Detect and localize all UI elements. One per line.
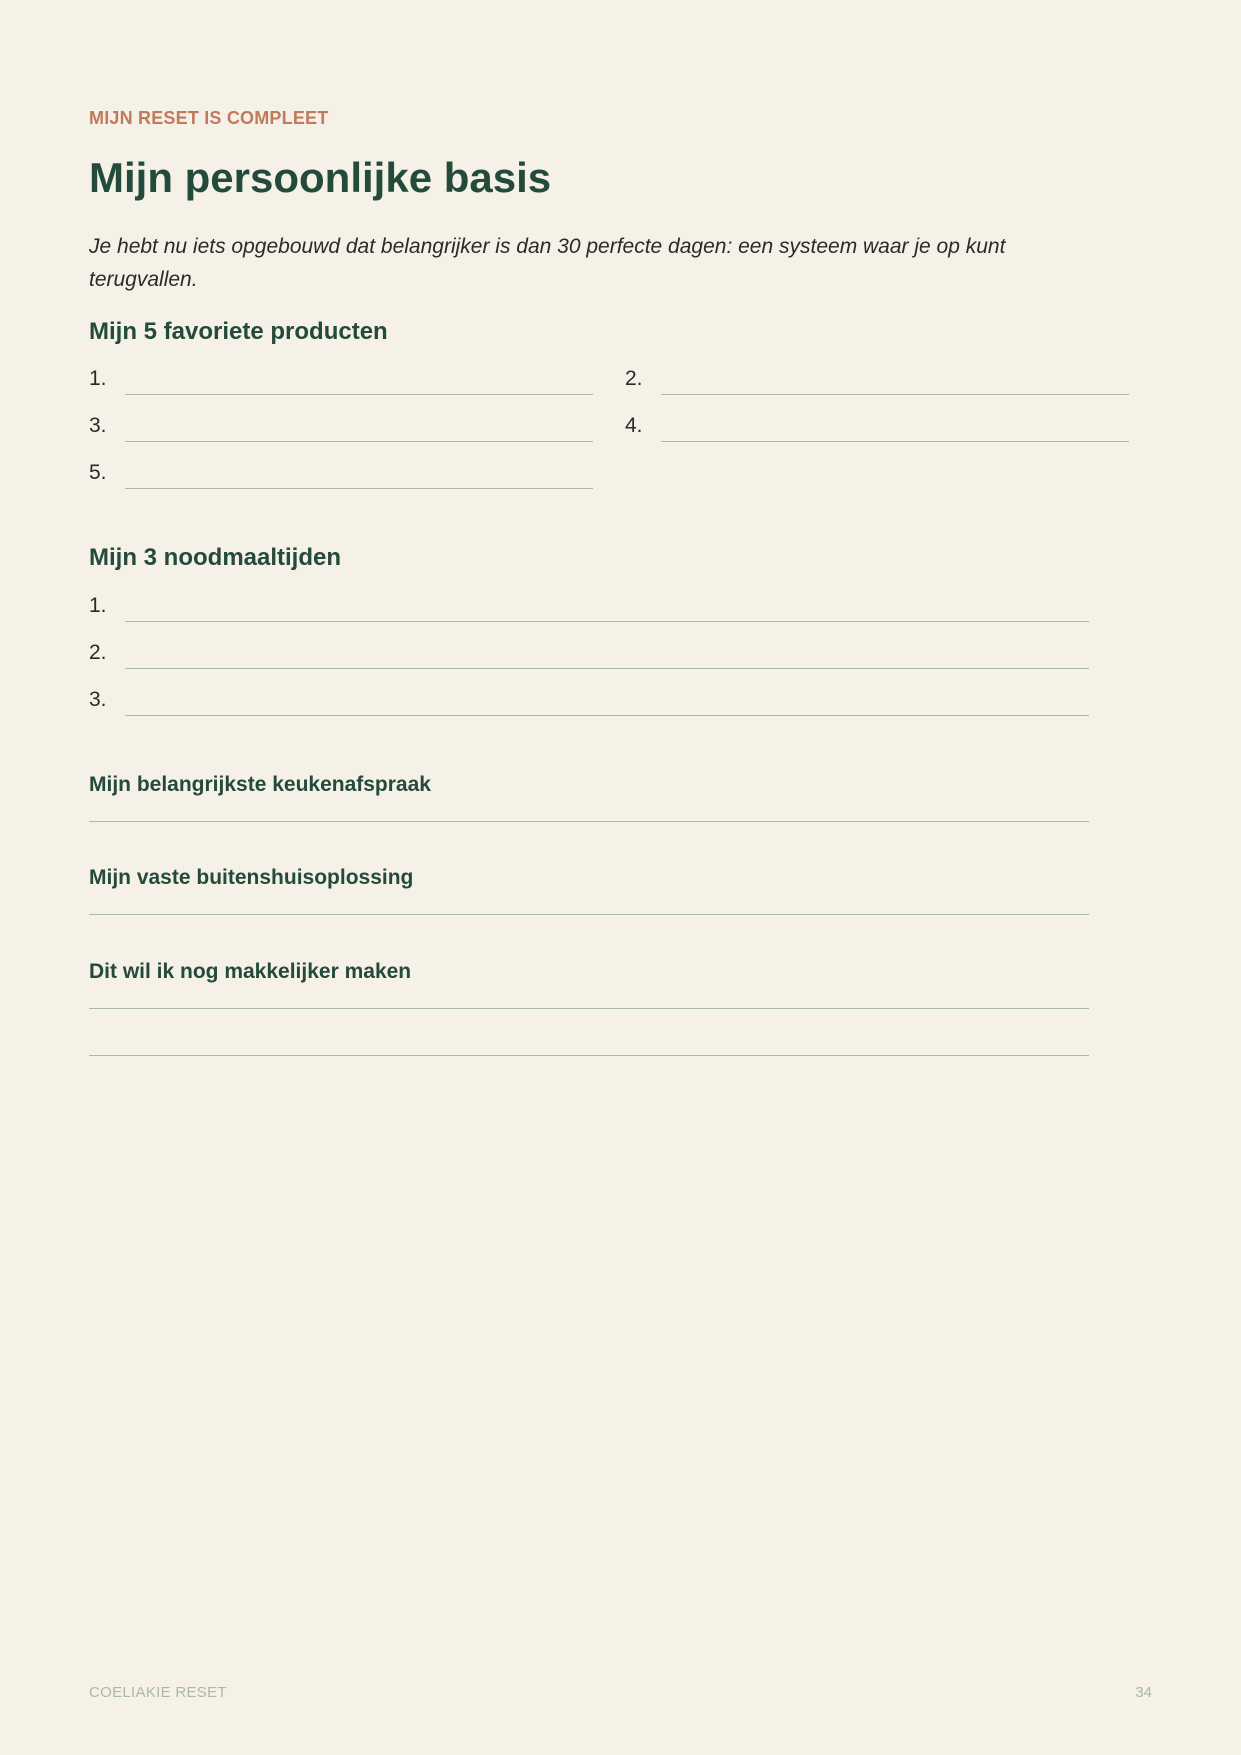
section-eyebrow: MIJN RESET IS COMPLEET	[89, 108, 329, 128]
emergency-2-line[interactable]	[125, 668, 1089, 669]
outside-solution-line[interactable]	[89, 914, 1089, 915]
favorites-heading: Mijn 5 favoriete producten	[89, 318, 388, 345]
favorite-4-line[interactable]	[661, 441, 1129, 442]
kitchen-rule-line[interactable]	[89, 821, 1089, 822]
emergency-3-line[interactable]	[125, 715, 1089, 716]
page-title: Mijn persoonlijke basis	[89, 154, 552, 201]
make-easier-line-1[interactable]	[89, 1008, 1089, 1009]
emergency-3-number: 3.	[89, 688, 107, 711]
page-number: 34	[1135, 1684, 1152, 1701]
emergency-1-line[interactable]	[125, 621, 1089, 622]
favorite-1-number: 1.	[89, 367, 107, 390]
favorite-2-line[interactable]	[661, 394, 1129, 395]
favorite-5-number: 5.	[89, 461, 107, 484]
emergency-heading: Mijn 3 noodmaaltijden	[89, 544, 342, 571]
kitchen-rule-heading: Mijn belangrijkste keukenafspraak	[89, 773, 431, 796]
favorite-5-line[interactable]	[125, 488, 593, 489]
favorite-3-line[interactable]	[125, 441, 593, 442]
outside-solution-heading: Mijn vaste buitenshuisoplossing	[89, 866, 414, 889]
favorite-3-number: 3.	[89, 414, 107, 437]
make-easier-heading: Dit wil ik nog makkelijker maken	[89, 960, 412, 983]
emergency-1-number: 1.	[89, 594, 107, 617]
footer-brand: COELIAKIE RESET	[89, 1684, 227, 1701]
emergency-2-number: 2.	[89, 641, 107, 664]
make-easier-line-2[interactable]	[89, 1055, 1089, 1056]
favorite-1-line[interactable]	[125, 394, 593, 395]
intro-text: Je hebt nu iets opgebouwd dat belangrijker is dan 30 perfecte dagen: een systeem waar je op kunt terugvallen.	[89, 235, 1006, 291]
favorite-2-number: 2.	[625, 367, 643, 390]
favorite-4-number: 4.	[625, 414, 643, 437]
